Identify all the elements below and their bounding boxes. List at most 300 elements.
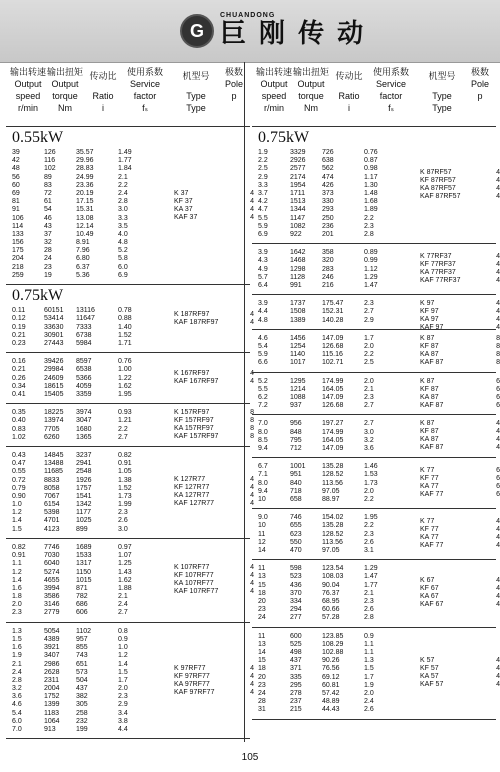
cell-service-factor: 1.52 bbox=[118, 331, 132, 339]
spec-block bbox=[252, 415, 500, 458]
cell-torque: 2311 bbox=[44, 676, 60, 684]
cell-torque: 6260 bbox=[44, 433, 60, 441]
cell-ratio: 17.15 bbox=[76, 198, 94, 206]
cell-speed: 3.6 bbox=[12, 693, 22, 701]
table-row bbox=[12, 391, 152, 399]
cell-service-factor: 2.7 bbox=[364, 420, 374, 428]
cell-ratio: 5.36 bbox=[76, 271, 90, 279]
header-c1 bbox=[254, 66, 294, 114]
table-row bbox=[258, 488, 398, 496]
cell-service-factor: 1.3 bbox=[364, 657, 374, 665]
spec-block bbox=[6, 539, 254, 623]
cell-ratio: 128.52 bbox=[322, 471, 344, 479]
table-row bbox=[12, 340, 152, 348]
cell-torque: 89 bbox=[44, 173, 52, 181]
cell-torque: 2628 bbox=[44, 668, 60, 676]
type-row bbox=[420, 261, 500, 269]
cell-service-factor: 3.2 bbox=[364, 436, 374, 444]
cell-ratio: 60.81 bbox=[322, 681, 340, 689]
table-row bbox=[258, 174, 398, 182]
cell-torque: 8058 bbox=[44, 484, 60, 492]
cell-torque: 1513 bbox=[290, 198, 306, 206]
type-code: KAF 87 bbox=[420, 358, 444, 366]
cell-ratio: 1365 bbox=[76, 433, 92, 441]
cell-service-factor: 4.0 bbox=[118, 230, 128, 238]
header-line: factor bbox=[133, 91, 157, 101]
cell-speed: 48 bbox=[12, 165, 20, 173]
table-row bbox=[12, 509, 152, 517]
spec-block bbox=[6, 623, 254, 740]
header-line: p bbox=[477, 91, 483, 101]
cell-speed: 2.8 bbox=[12, 676, 22, 684]
cell-torque: 3994 bbox=[44, 584, 60, 592]
cell-service-factor: 1.62 bbox=[118, 382, 132, 390]
table-row bbox=[12, 718, 152, 726]
cell-service-factor: 1.73 bbox=[364, 479, 378, 487]
cell-speed: 8.0 bbox=[258, 479, 268, 487]
cell-ratio: 651 bbox=[76, 660, 88, 668]
cell-ratio: 1342 bbox=[76, 501, 92, 509]
cell-torque: 126 bbox=[44, 149, 56, 156]
cell-speed: 11 bbox=[258, 632, 266, 640]
pole-count: 6 bbox=[496, 483, 500, 491]
cell-torque: 991 bbox=[290, 281, 302, 289]
type-code: K 87 bbox=[420, 420, 435, 428]
cell-speed: 14 bbox=[258, 546, 266, 554]
type-row bbox=[420, 483, 500, 491]
type-row bbox=[420, 681, 500, 689]
cell-service-factor: 1.17 bbox=[364, 173, 378, 181]
header-c4 bbox=[370, 66, 412, 114]
left-column bbox=[6, 62, 254, 739]
table-row bbox=[12, 710, 152, 718]
type-code: KAF 77 bbox=[420, 491, 444, 499]
spec-block bbox=[252, 330, 500, 373]
cell-speed: 4.2 bbox=[258, 198, 268, 206]
left-column-header bbox=[6, 62, 250, 127]
pole-count: 4 bbox=[496, 193, 500, 201]
cell-torque: 5274 bbox=[44, 568, 60, 576]
table-row bbox=[258, 282, 398, 290]
pole-count: 4 bbox=[250, 370, 254, 378]
table-row bbox=[258, 531, 398, 539]
cell-service-factor: 3.1 bbox=[364, 546, 374, 554]
header-line: 输出扭矩 bbox=[46, 67, 83, 77]
type-code: K 97 bbox=[420, 300, 435, 308]
table-row bbox=[258, 606, 398, 614]
cell-speed: 0.21 bbox=[12, 331, 26, 339]
table-row bbox=[12, 272, 152, 280]
type-code: K 107RF77 bbox=[174, 564, 210, 572]
table-row bbox=[12, 223, 152, 231]
spec-block bbox=[252, 244, 500, 295]
cell-torque: 1468 bbox=[290, 257, 306, 265]
cell-ratio: 13116 bbox=[76, 307, 95, 315]
cell-ratio: 606 bbox=[76, 609, 88, 617]
cell-service-factor: 0.98 bbox=[364, 165, 378, 173]
cell-torque: 7030 bbox=[44, 552, 60, 560]
cell-ratio: 1102 bbox=[76, 627, 92, 635]
table-row bbox=[258, 514, 398, 522]
cell-torque: 525 bbox=[290, 640, 302, 648]
power-rating-label: 0.75kW bbox=[12, 287, 64, 305]
data-rows bbox=[12, 149, 152, 280]
cell-ratio: 7.96 bbox=[76, 247, 90, 255]
cell-service-factor: 6.9 bbox=[118, 271, 128, 279]
table-row bbox=[258, 300, 398, 308]
type-row bbox=[420, 665, 500, 673]
pole-count: 4 bbox=[496, 534, 500, 542]
pole-count: 8 bbox=[496, 350, 500, 358]
pole-count: 4 bbox=[250, 213, 254, 221]
cell-ratio: 28.83 bbox=[76, 165, 94, 173]
pole-count: 4 bbox=[496, 657, 500, 665]
logo-chinese-text: 巨 刚 传 动 bbox=[220, 18, 366, 49]
type-row bbox=[174, 476, 254, 484]
cell-service-factor: 2.6 bbox=[364, 538, 374, 546]
cell-speed: 0.19 bbox=[12, 323, 26, 331]
table-row bbox=[258, 231, 398, 239]
cell-ratio: 68.95 bbox=[322, 597, 340, 605]
pole-count: 4 bbox=[496, 316, 500, 324]
cell-ratio: 232 bbox=[76, 717, 88, 725]
cell-service-factor: 1.68 bbox=[364, 198, 378, 206]
pole-count: 4 bbox=[250, 564, 254, 572]
data-rows bbox=[258, 463, 398, 504]
cell-speed: 13 bbox=[258, 573, 266, 581]
cell-speed: 0.91 bbox=[12, 552, 26, 560]
cell-ratio: 855 bbox=[76, 644, 88, 652]
type-row bbox=[174, 492, 254, 500]
cell-torque: 550 bbox=[290, 538, 302, 546]
table-row bbox=[258, 249, 398, 257]
cell-service-factor: 1.89 bbox=[364, 206, 378, 214]
pole-count: 4 bbox=[496, 665, 500, 673]
cell-speed: 6.6 bbox=[258, 359, 268, 367]
header-line: 极数 bbox=[224, 67, 243, 77]
cell-torque: 1642 bbox=[290, 249, 306, 257]
table-row bbox=[12, 577, 152, 585]
type-row bbox=[174, 370, 254, 378]
cell-speed: 0.82 bbox=[12, 543, 26, 551]
type-list bbox=[420, 467, 500, 499]
cell-torque: 24 bbox=[44, 255, 52, 263]
cell-service-factor: 3.8 bbox=[118, 717, 128, 725]
cell-service-factor: 1.99 bbox=[118, 501, 132, 509]
logo-english-text: CHUANDONG bbox=[220, 12, 276, 19]
cell-torque: 28 bbox=[44, 247, 52, 255]
cell-service-factor: 2.1 bbox=[364, 589, 374, 597]
cell-ratio: 76.37 bbox=[322, 589, 340, 597]
cell-torque: 2986 bbox=[44, 660, 60, 668]
cell-service-factor: 2.7 bbox=[118, 433, 128, 441]
type-code: KAF 107RF77 bbox=[174, 588, 219, 596]
cell-speed: 3.2 bbox=[12, 685, 22, 693]
table-row bbox=[12, 517, 152, 525]
cell-service-factor: 0.93 bbox=[118, 409, 132, 417]
cell-ratio: 474 bbox=[322, 173, 334, 181]
cell-service-factor: 0.87 bbox=[364, 157, 378, 165]
pole-count: 4 bbox=[496, 518, 500, 526]
type-row bbox=[420, 526, 500, 534]
cell-torque: 1140 bbox=[290, 351, 306, 359]
cell-speed: 0.55 bbox=[12, 468, 26, 476]
type-list bbox=[420, 300, 500, 332]
cell-speed: 106 bbox=[12, 214, 24, 222]
type-code: KAF 87 bbox=[420, 401, 444, 409]
cell-torque: 18225 bbox=[44, 409, 64, 417]
cell-speed: 204 bbox=[12, 255, 24, 263]
type-code: K 187RF97 bbox=[174, 310, 210, 318]
cell-speed: 2.2 bbox=[258, 157, 268, 165]
cell-speed: 4.6 bbox=[12, 701, 22, 709]
pole-count: 4 bbox=[496, 420, 500, 428]
cell-speed: 2.3 bbox=[12, 609, 22, 617]
cell-torque: 3146 bbox=[44, 601, 60, 609]
cell-ratio: 123.85 bbox=[322, 632, 344, 640]
cell-speed: 0.21 bbox=[12, 366, 26, 374]
header-line: i bbox=[348, 103, 350, 113]
table-row bbox=[12, 247, 152, 255]
cell-speed: 0.83 bbox=[12, 425, 26, 433]
cell-torque: 11685 bbox=[44, 468, 63, 476]
cell-service-factor: 1.22 bbox=[118, 374, 132, 382]
pole-count: 8 bbox=[250, 409, 254, 417]
table-row bbox=[258, 614, 398, 622]
table-row bbox=[12, 434, 152, 442]
cell-ratio: 373 bbox=[322, 189, 334, 197]
pole-count: 4 bbox=[250, 476, 254, 484]
cell-torque: 470 bbox=[290, 546, 302, 554]
cell-speed: 1.5 bbox=[12, 525, 22, 533]
table-row bbox=[12, 149, 152, 157]
table-row bbox=[258, 496, 398, 504]
pole-count: 4 bbox=[496, 261, 500, 269]
table-row bbox=[12, 157, 152, 165]
cell-service-factor: 2.9 bbox=[364, 316, 374, 324]
cell-service-factor: 1.0 bbox=[118, 644, 128, 652]
cell-torque: 53414 bbox=[44, 315, 64, 323]
cell-service-factor: 5.2 bbox=[118, 247, 128, 255]
cell-ratio: 6538 bbox=[76, 366, 92, 374]
type-code: K 37 bbox=[174, 189, 189, 197]
cell-ratio: 293 bbox=[322, 206, 334, 214]
cell-speed: 0.34 bbox=[12, 382, 26, 390]
type-code: KA 67 bbox=[420, 593, 439, 601]
type-row bbox=[174, 214, 254, 222]
cell-speed: 0.72 bbox=[12, 476, 26, 484]
header-line: 机型号 bbox=[428, 71, 456, 81]
cell-service-factor: 1.95 bbox=[118, 390, 132, 398]
pole-count: 4 bbox=[250, 672, 254, 680]
cell-ratio: 175.47 bbox=[322, 300, 344, 308]
cell-service-factor: 1.00 bbox=[118, 366, 132, 374]
cell-speed: 0.16 bbox=[12, 358, 26, 366]
pole-count: 6 bbox=[496, 377, 500, 385]
header-line: Output bbox=[297, 79, 325, 89]
header-line: Output bbox=[260, 79, 288, 89]
type-row bbox=[420, 269, 500, 277]
cell-ratio: 8.91 bbox=[76, 239, 90, 247]
cell-service-factor: 6.0 bbox=[118, 263, 128, 271]
cell-torque: 13974 bbox=[44, 417, 64, 425]
cell-ratio: 102.71 bbox=[322, 359, 344, 367]
type-row bbox=[420, 359, 500, 367]
type-row bbox=[174, 198, 254, 206]
type-code: KA 87RF57 bbox=[420, 185, 456, 193]
cell-service-factor: 1.7 bbox=[118, 676, 128, 684]
cell-service-factor: 1.88 bbox=[118, 584, 132, 592]
type-row bbox=[174, 190, 254, 198]
table-row bbox=[12, 264, 152, 272]
spec-block bbox=[6, 447, 254, 539]
pole-count: 6 bbox=[496, 491, 500, 499]
cell-speed: 6.7 bbox=[258, 463, 268, 471]
cell-speed: 1.2 bbox=[12, 509, 22, 517]
cell-ratio: 2548 bbox=[76, 468, 92, 476]
page-header bbox=[0, 0, 500, 63]
header-c5 bbox=[420, 70, 464, 114]
cell-service-factor: 1.7 bbox=[364, 334, 374, 342]
cell-service-factor: 2.5 bbox=[364, 359, 374, 367]
cell-speed: 5.5 bbox=[258, 385, 268, 393]
cell-speed: 15 bbox=[258, 581, 266, 589]
type-list bbox=[420, 335, 500, 367]
type-code: KF 87 bbox=[420, 385, 439, 393]
type-row bbox=[174, 425, 254, 433]
cell-torque: 278 bbox=[290, 689, 302, 697]
cell-ratio: 48.89 bbox=[322, 698, 340, 706]
table-row bbox=[258, 522, 398, 530]
cell-service-factor: 0.97 bbox=[118, 543, 132, 551]
type-row bbox=[420, 475, 500, 483]
logo-icon: G bbox=[180, 14, 214, 48]
table-row bbox=[258, 257, 398, 265]
header-line: Service bbox=[375, 79, 406, 89]
cell-torque: 623 bbox=[290, 530, 302, 538]
cell-speed: 91 bbox=[12, 206, 20, 214]
table-row bbox=[258, 308, 398, 316]
type-list bbox=[174, 370, 254, 386]
pole-count: 4 bbox=[250, 492, 254, 500]
cell-ratio: 1680 bbox=[76, 425, 92, 433]
cell-ratio: 899 bbox=[76, 525, 88, 533]
cell-speed: 9.4 bbox=[258, 444, 268, 452]
cell-ratio: 305 bbox=[76, 701, 88, 709]
type-row bbox=[420, 308, 500, 316]
type-list bbox=[174, 476, 254, 508]
type-code: KAF 97 bbox=[420, 324, 444, 332]
cell-service-factor: 1.2 bbox=[118, 652, 128, 660]
cell-service-factor: 2.0 bbox=[364, 342, 374, 350]
cell-service-factor: 0.82 bbox=[118, 451, 132, 459]
cell-speed: 3.3 bbox=[258, 181, 268, 189]
cell-torque: 37 bbox=[44, 230, 52, 238]
table-row bbox=[12, 231, 152, 239]
cell-torque: 33630 bbox=[44, 323, 64, 331]
cell-ratio: 1317 bbox=[76, 560, 92, 568]
pole-count: 4 bbox=[496, 444, 500, 452]
spec-block bbox=[252, 560, 500, 627]
cell-torque: 1389 bbox=[290, 316, 306, 324]
cell-speed: 5.4 bbox=[12, 709, 22, 717]
cell-ratio: 140.28 bbox=[322, 316, 344, 324]
cell-ratio: 20.19 bbox=[76, 189, 94, 197]
cell-ratio: 1533 bbox=[76, 552, 92, 560]
cell-ratio: 4059 bbox=[76, 382, 92, 390]
cell-speed: 218 bbox=[12, 263, 24, 271]
cell-service-factor: 3.6 bbox=[364, 444, 374, 452]
spec-block bbox=[6, 127, 254, 285]
cell-service-factor: 2.2 bbox=[118, 181, 128, 189]
cell-ratio: 573 bbox=[76, 668, 88, 676]
type-code: KAF 157RF97 bbox=[174, 433, 219, 441]
cell-service-factor: 0.9 bbox=[364, 632, 374, 640]
type-list bbox=[420, 378, 500, 410]
cell-service-factor: 1.4 bbox=[118, 660, 128, 668]
cell-ratio: 199 bbox=[76, 726, 88, 734]
header-line: speed bbox=[261, 91, 287, 101]
cell-torque: 277 bbox=[290, 614, 302, 622]
cell-speed: 259 bbox=[12, 271, 24, 279]
cell-service-factor: 2.6 bbox=[364, 706, 374, 714]
table-row bbox=[258, 343, 398, 351]
pole-count: 4 bbox=[496, 324, 500, 332]
cell-torque: 4701 bbox=[44, 517, 60, 525]
type-row bbox=[174, 484, 254, 492]
pole-count: 8 bbox=[496, 358, 500, 366]
header-c1 bbox=[8, 66, 48, 114]
type-row bbox=[174, 311, 254, 319]
type-row bbox=[420, 277, 500, 285]
cell-ratio: 135.28 bbox=[322, 522, 344, 530]
cell-speed: 1.5 bbox=[12, 635, 22, 643]
table-row bbox=[12, 661, 152, 669]
type-list bbox=[174, 665, 254, 697]
cell-ratio: 147.09 bbox=[322, 444, 344, 452]
cell-service-factor: 1.47 bbox=[364, 281, 378, 289]
cell-torque: 32 bbox=[44, 239, 52, 247]
type-code: KA 37 bbox=[174, 205, 193, 213]
cell-ratio: 8597 bbox=[76, 358, 92, 366]
cell-torque: 3329 bbox=[290, 149, 306, 156]
pole-count: 8 bbox=[250, 425, 254, 433]
type-row bbox=[174, 580, 254, 588]
pole-count: 4 bbox=[496, 593, 500, 601]
cell-ratio: 97.05 bbox=[322, 487, 340, 495]
type-code: KF 97 bbox=[420, 308, 439, 316]
cell-ratio: 24.99 bbox=[76, 173, 94, 181]
type-code: KA 107RF77 bbox=[174, 580, 214, 588]
cell-service-factor: 1.1 bbox=[364, 640, 374, 648]
table-row bbox=[12, 628, 152, 636]
data-rows bbox=[258, 633, 398, 715]
cell-torque: 523 bbox=[290, 573, 302, 581]
cell-speed: 133 bbox=[12, 230, 24, 238]
cell-torque: 215 bbox=[290, 706, 302, 714]
cell-speed: 1.0 bbox=[12, 501, 22, 509]
type-row bbox=[174, 673, 254, 681]
header-line: Service bbox=[129, 79, 160, 89]
spec-block bbox=[6, 285, 254, 353]
table-row bbox=[12, 315, 152, 323]
type-list bbox=[420, 253, 500, 285]
cell-service-factor: 1.43 bbox=[118, 568, 132, 576]
pole-count: 6 bbox=[496, 393, 500, 401]
type-row bbox=[420, 673, 500, 681]
cell-service-factor: 5.8 bbox=[118, 255, 128, 263]
cell-torque: 840 bbox=[290, 479, 302, 487]
